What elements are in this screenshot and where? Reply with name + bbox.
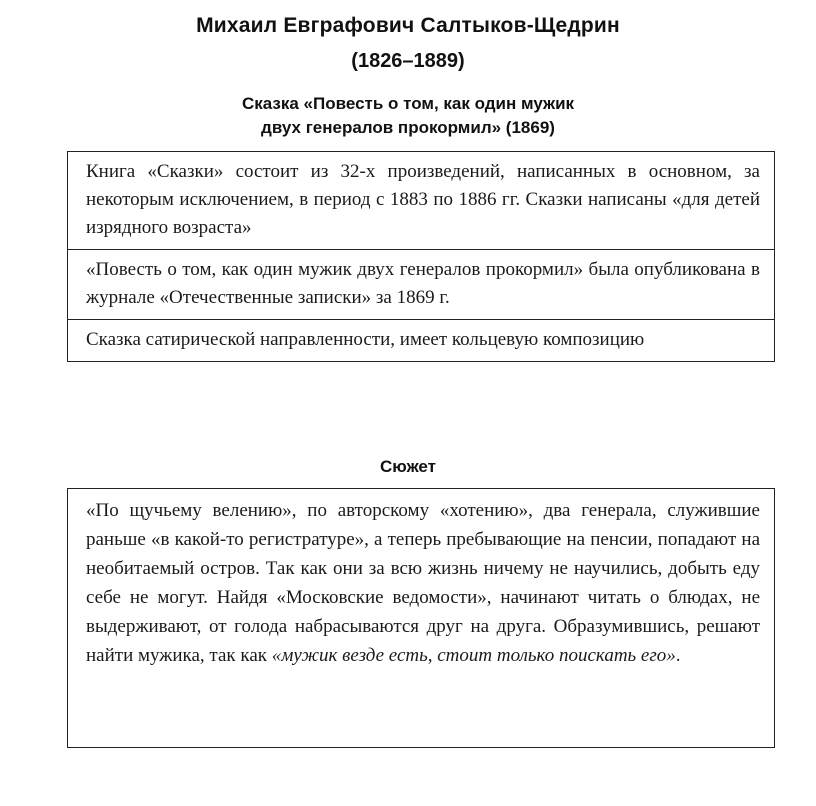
facts-table	[67, 151, 775, 362]
author-years: (1826–1889)	[351, 50, 465, 72]
fact-row-collection: Книга «Сказки» состоит из 32-х произведений, написанных в основном, за некоторым исключением, в период с 1883 по 1886 гг. Сказки написаны «для детей изрядного возраста»	[68, 152, 774, 250]
plot-end: .	[675, 645, 681, 666]
fact-row-publication: «Повесть о том, как один мужик двух генералов прокормил» была опубликована в журнале «Отечественные записки» за 1869 г.	[68, 250, 774, 320]
plot-box	[67, 488, 775, 748]
plot-heading: Сюжет	[380, 457, 436, 476]
author-name: Михаил Евграфович Салтыков-Щедрин	[196, 14, 620, 37]
fact-row-genre: Сказка сатирической направленности, имеет кольцевую композицию	[86, 329, 645, 350]
tale-title-line-2: двух генералов прокормил» (1869)	[261, 118, 555, 137]
tale-title-line-1: Сказка «Повесть о том, как один мужик	[241, 94, 575, 113]
plot-paragraph	[86, 496, 760, 670]
plot-quote: «мужик везде есть, стоит только поискать его»	[271, 645, 676, 666]
plot-text: «По щучьему велению», по авторскому «хотению», два генерала, служившие раньше «в какой-то регистратуре», а теперь пребывающие на пенсии, попадают на необитаемый остров. Так как они за всю жизнь ничему не научились, добыть еду себе не могут. Найдя «Московские ведомости», начинают читать о блюдах, не выдерживают, от голода набрасываются друг на друга. Образумившись, решают найти мужика, так как	[86, 500, 760, 666]
